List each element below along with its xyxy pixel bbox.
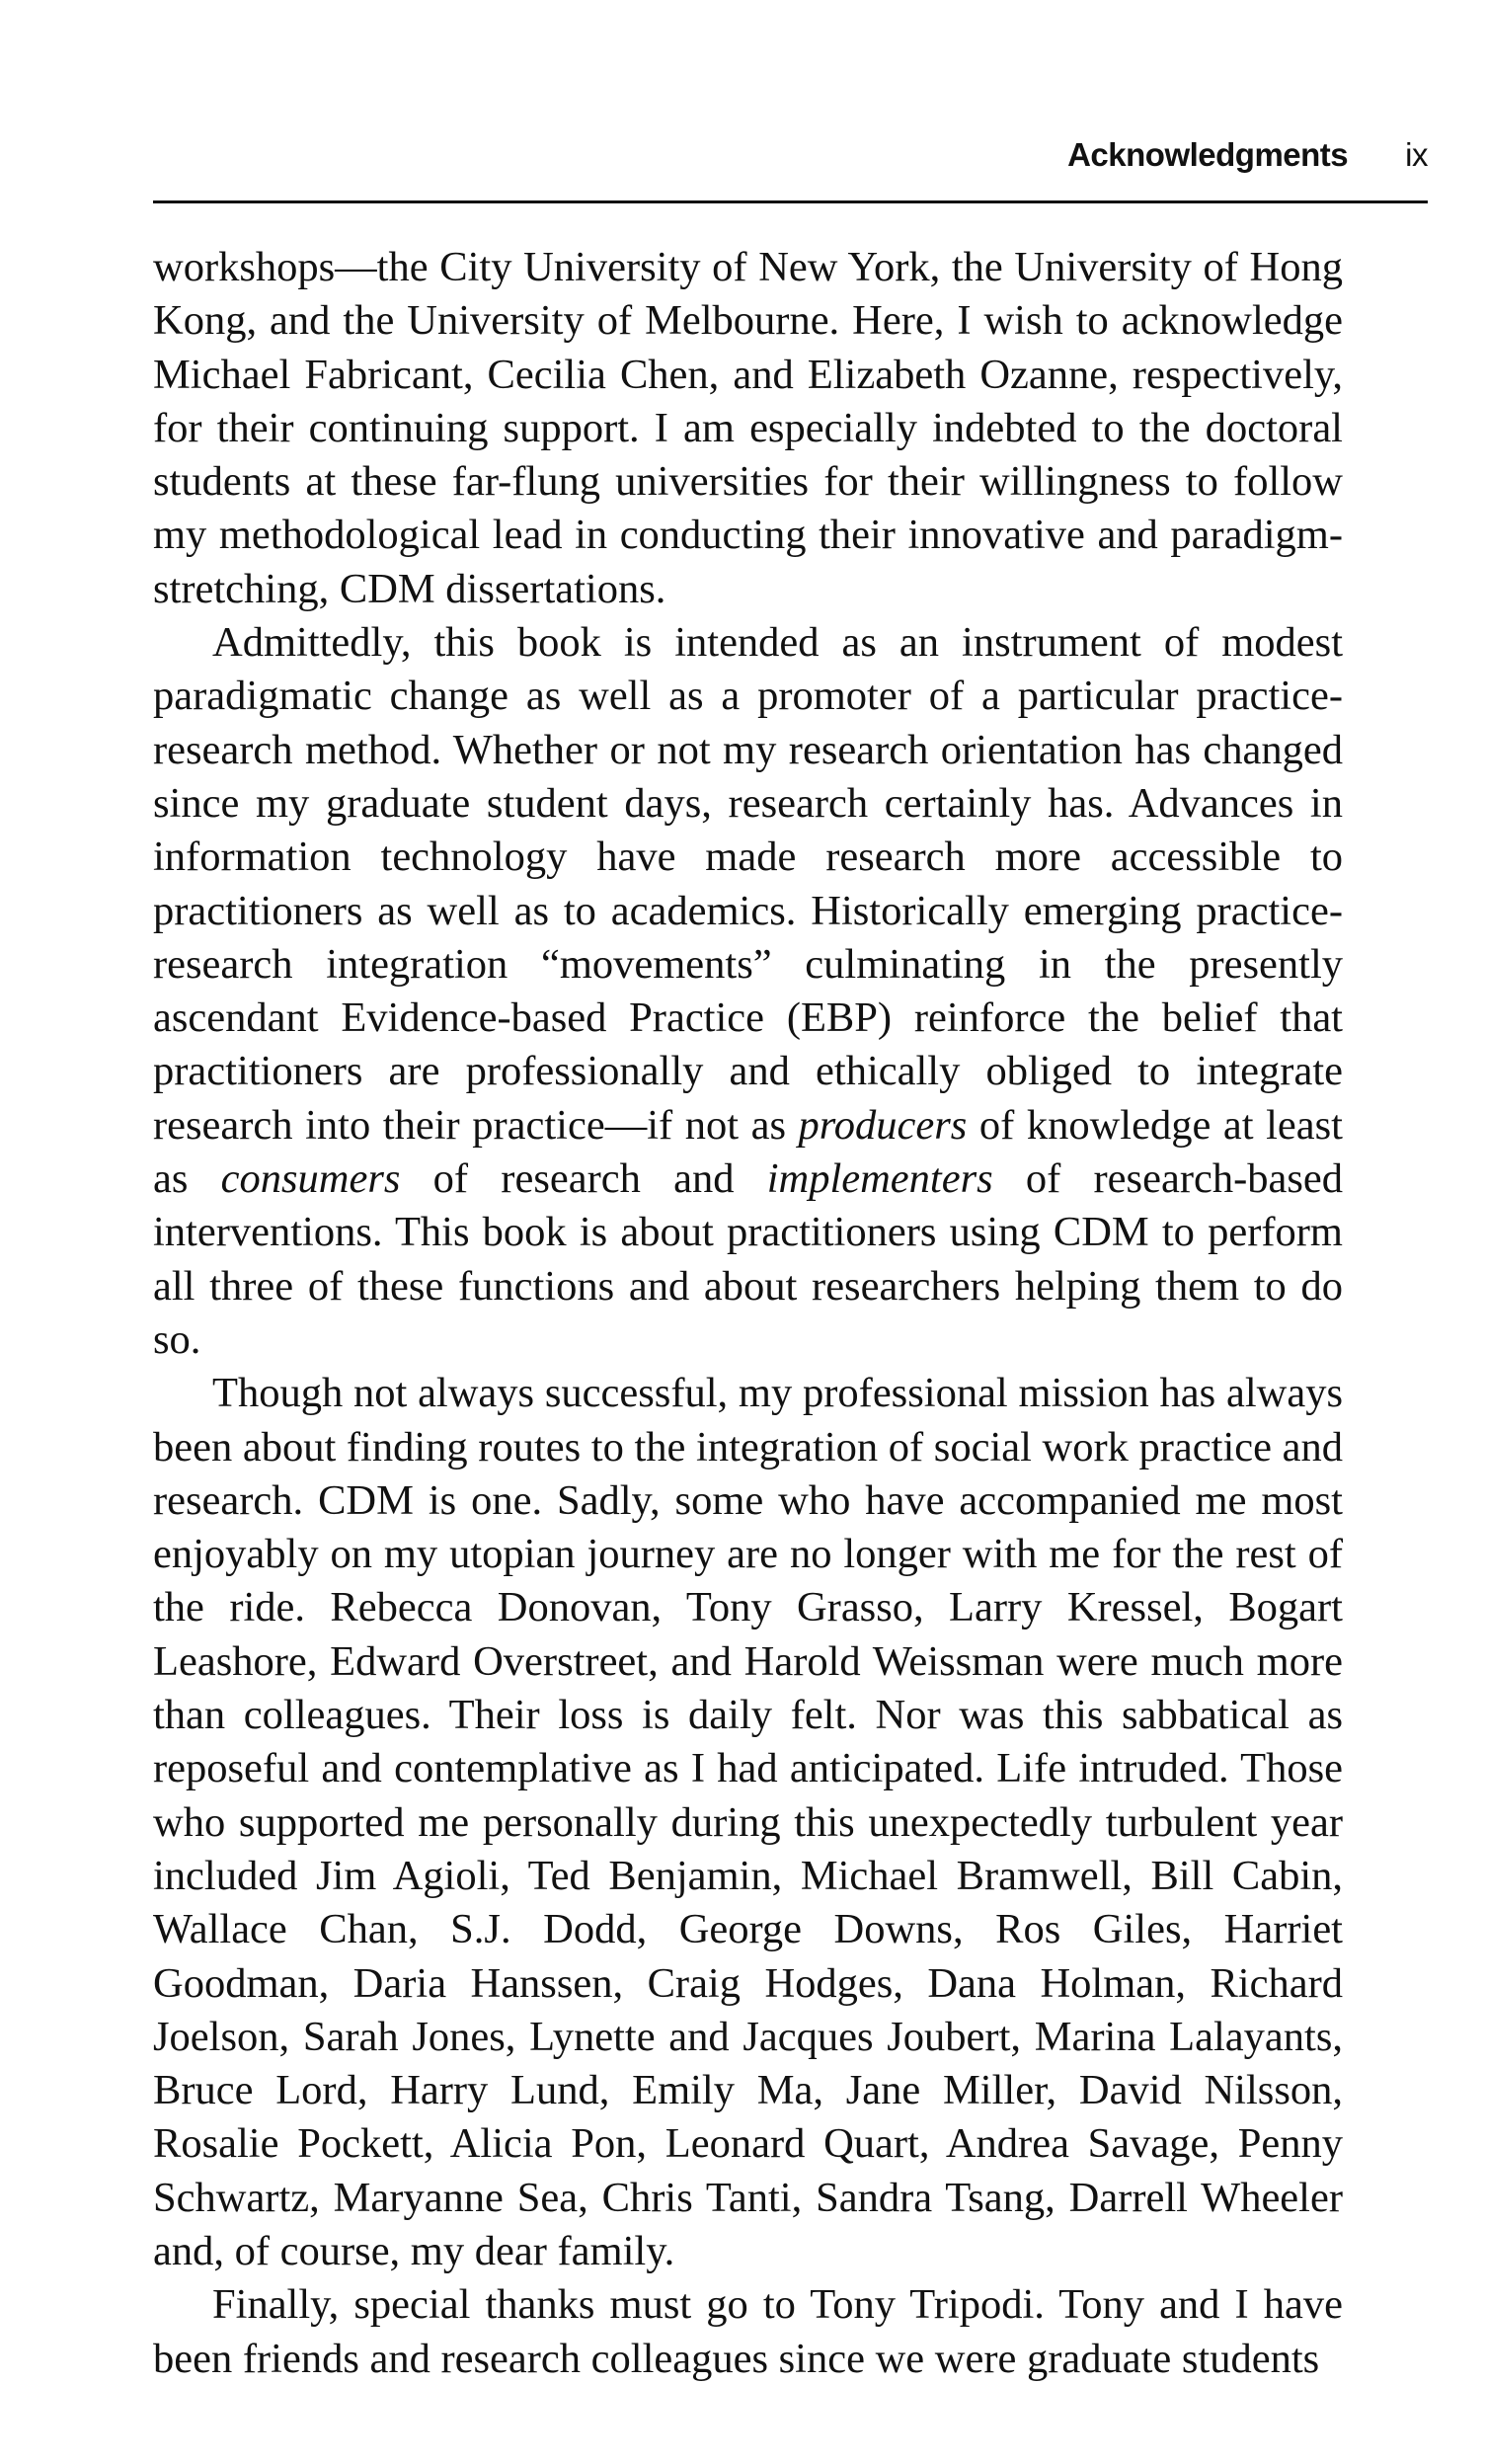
paragraph-text: of knowledge at least as — [153, 1101, 1343, 1203]
page-number: ix — [1405, 136, 1428, 173]
paragraph-finally: Finally, special thanks must go to Tony Tripodi. Tony and I have been friends and research colleagues since we were graduate students — [153, 2281, 1343, 2382]
emphasis-producers: producers — [798, 1101, 968, 1149]
paragraph-admittedly — [153, 616, 1343, 1367]
emphasis-consumers: consumers — [220, 1155, 401, 1203]
running-title: Acknowledgments — [1067, 136, 1349, 173]
paragraph-continued: workshops—the City University of New York, the University of Hong Kong, and the University of Melbourne. Here, I wish to acknowledge Michael Fabricant, Cecilia Chen, and Elizabeth Ozanne, respectively, for their continuing support. I am especially indebted to the doctoral students at these far-flung universities for their willingness to follow my methodological lead in conducting their innovative and paradigm-stretching, CDM dissertations. — [153, 244, 1343, 612]
paragraph-text: of research and — [400, 1155, 767, 1203]
paragraph-mission: Though not always successful, my professional mission has always been about finding routes to the integration of social work practice and research. CDM is one. Sadly, some who have accompanied me most enjoyably on my utopian journey are no longer with me for the rest of the ride. Rebecca Donovan, Tony Grasso, Larry Kressel, Bogart Leashore, Edward Overstreet, and Harold Weissman were much more than colleagues. Their loss is daily felt. Nor was this sabbatical as reposeful and contemplative as I had anticipated. Life intruded. Those who supported me personally during this unexpectedly turbulent year included Jim Agioli, Ted Benjamin, Michael Bramwell, Bill Cabin, Wallace Chan, S.J. Dodd, George Downs, Ros Giles, Harriet Goodman, Daria Hanssen, Craig Hodges, Dana Holman, Richard Joelson, Sarah Jones, Lynette and Jacques Joubert, Marina Lalayants, Bruce Lord, Harry Lund, Emily Ma, Jane Miller, David Nilsson, Rosalie Pockett, Alicia Pon, Leonard Quart, Andrea Savage, Penny Schwartz, Maryanne Sea, Chris Tanti, Sandra Tsang, Darrell Wheeler and, of course, my dear family. — [153, 1370, 1343, 2274]
body-text — [153, 241, 1343, 2386]
header-rule — [153, 200, 1428, 203]
paragraph-text: of research-based interventions. This book is about practitioners using CDM to perform all three of these functions and about researchers helping them to do so. — [153, 1155, 1344, 1363]
running-head — [153, 136, 1428, 196]
emphasis-implementers: implementers — [766, 1155, 993, 1203]
paragraph-text: Admittedly, this book is intended as an instrument of modest paradigmatic change as well as a promoter of a particular practice-research method. Whether or not my research orientation has changed since my graduate student days, research certainly has. Advances in information technology have made research more accessible to practitioners as well as to academics. Historically emerging practice-research integration “movements” culminating in the presently ascendant Evidence-based Practice (EBP) reinforce the belief that practitioners are professionally and ethically obliged to integrate research into their practice—if not as — [153, 619, 1343, 1149]
